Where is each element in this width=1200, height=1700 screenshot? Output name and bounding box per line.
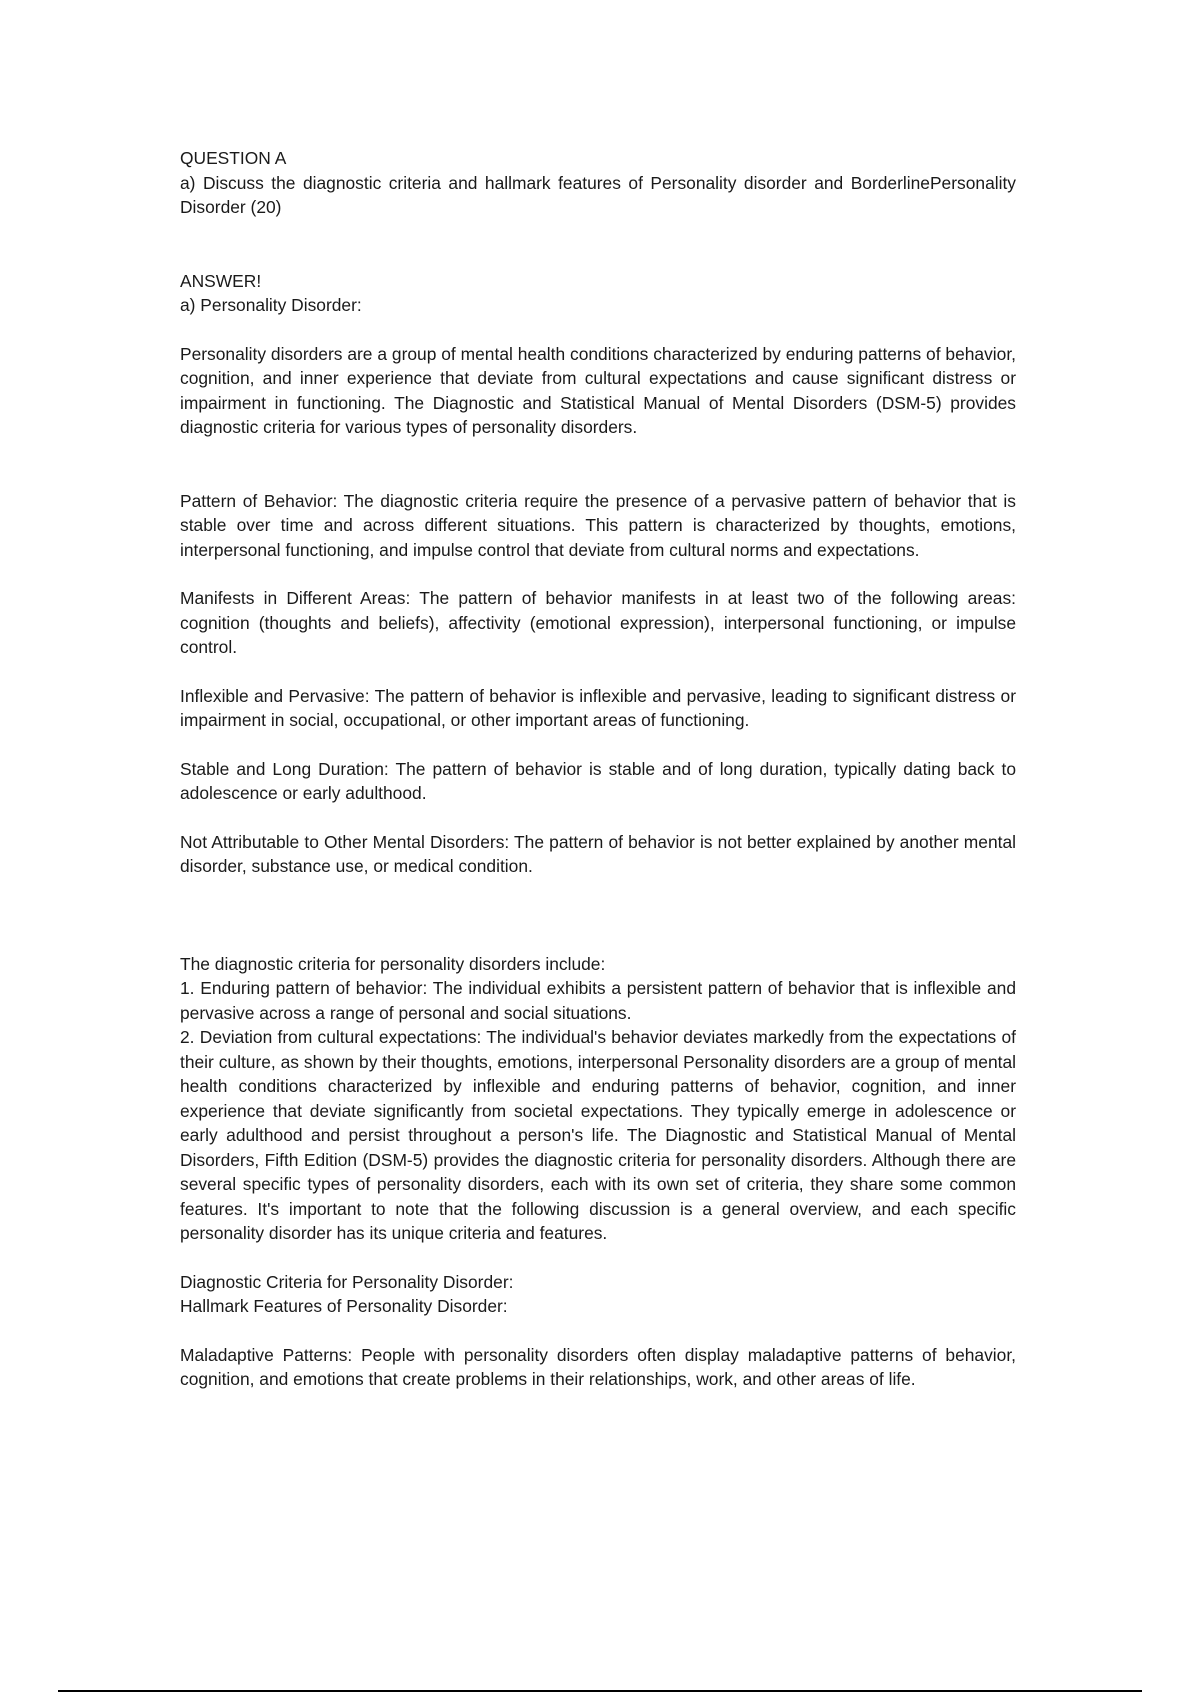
diagnostic-criteria-heading: Diagnostic Criteria for Personality Disorder:	[180, 1271, 514, 1292]
spacer	[180, 440, 1016, 489]
spacer	[180, 660, 1016, 684]
inflexible-paragraph: Inflexible and Pervasive: The pattern of behavior is inflexible and pervasive, leading to significant distress or impairment in social, occupational, or other important areas of functioning.	[180, 685, 1016, 730]
document-body	[180, 146, 1016, 1392]
intro-paragraph: Personality disorders are a group of mental health conditions characterized by enduring patterns of behavior, cognition, and inner experience that deviate from cultural expectations and cause significant distress or impairment in functioning. The Diagnostic and Statistical Manual of Mental Disorders (DSM-5) provides diagnostic criteria for various types of personality disorders.	[180, 343, 1016, 437]
question-text: a) Discuss the diagnostic criteria and hallmark features of Personality disorder and BorderlinePersonality Disorder (20)	[180, 172, 1016, 217]
not-attributable-paragraph: Not Attributable to Other Mental Disorders: The pattern of behavior is not better explained by another mental disorder, substance use, or medical condition.	[180, 831, 1016, 876]
manifests-paragraph: Manifests in Different Areas: The pattern of behavior manifests in at least two of the following areas: cognition (thoughts and beliefs), affectivity (emotional expression), interpersonal functioning, or impulse control.	[180, 588, 1016, 657]
spacer	[180, 879, 1016, 952]
spacer	[180, 1246, 1016, 1270]
criteria-item-1: 1. Enduring pattern of behavior: The individual exhibits a persistent pattern of behavior that is inflexible and pervasive across a range of personal and social situations.	[180, 978, 1016, 1023]
criteria-intro: The diagnostic criteria for personality disorders include:	[180, 953, 606, 974]
stable-paragraph: Stable and Long Duration: The pattern of behavior is stable and of long duration, typically dating back to adolescence or early adulthood.	[180, 758, 1016, 803]
criteria-item-2: 2. Deviation from cultural expectations: The individual's behavior deviates markedly from the expectations of their culture, as shown by their thoughts, emotions, interpersonal Personality disorders are a group of mental health conditions characterized by inflexible and enduring patterns of behavior, cognition, and inner experience that deviate significantly from societal expectations. They typically emerge in adolescence or early adulthood and persist throughout a person's life. The Diagnostic and Statistical Manual of Mental Disorders, Fifth Edition (DSM-5) provides the diagnostic criteria for personality disorders. Although there are several specific types of personality disorders, each with its own set of criteria, they share some common features. It's important to note that the following discussion is a general overview, and each specific personality disorder has its unique criteria and features.	[180, 1027, 1016, 1243]
spacer	[180, 562, 1016, 586]
pattern-paragraph: Pattern of Behavior: The diagnostic criteria require the presence of a pervasive pattern of behavior that is stable over time and across different situations. This pattern is characterized by thoughts, emotions, interpersonal functioning, and impulse control that deviate from cultural norms and expectations.	[180, 490, 1016, 560]
spacer	[180, 1319, 1016, 1343]
question-heading: QUESTION A	[180, 148, 287, 168]
hallmark-features-heading: Hallmark Features of Personality Disorder:	[180, 1296, 508, 1316]
spacer	[180, 733, 1016, 757]
answer-heading: ANSWER!	[180, 270, 262, 291]
maladaptive-paragraph: Maladaptive Patterns: People with personality disorders often display maladaptive patterns of behavior, cognition, and emotions that create problems in their relationships, work, and other areas of life.	[180, 1344, 1016, 1389]
spacer	[180, 318, 1016, 342]
spacer	[180, 806, 1016, 830]
answer-subheading: a) Personality Disorder:	[180, 295, 362, 315]
spacer	[180, 220, 1016, 269]
bottom-divider	[58, 1690, 1142, 1692]
